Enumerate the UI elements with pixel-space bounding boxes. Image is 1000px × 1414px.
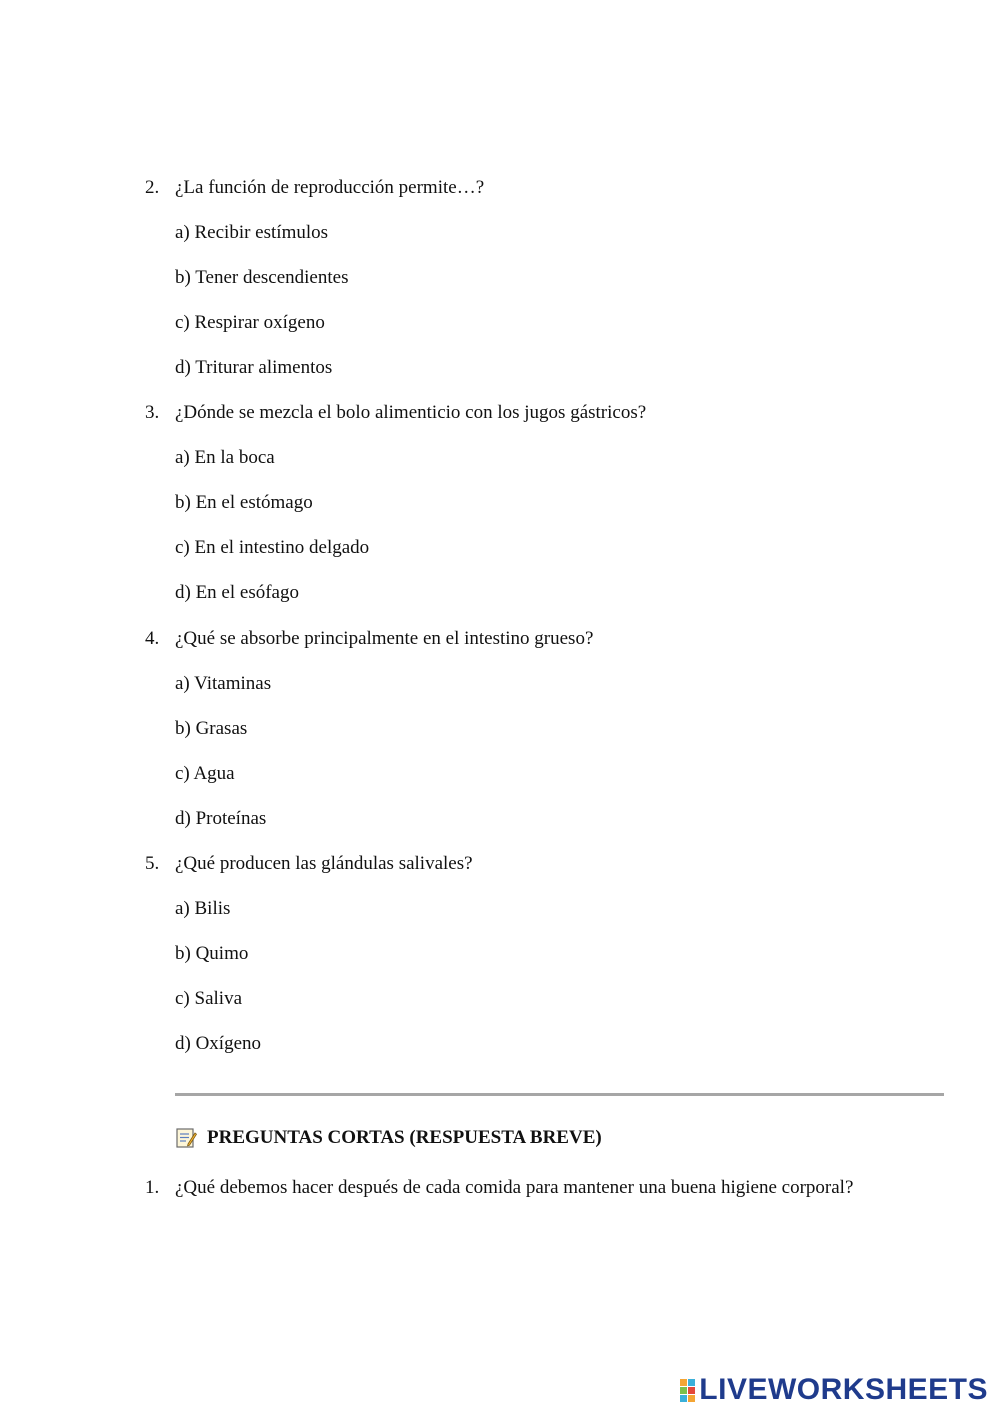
answer-option[interactable]: b) Tener descendientes: [175, 267, 349, 288]
section-divider: [175, 1093, 944, 1096]
answer-option[interactable]: a) En la boca: [175, 447, 275, 468]
answer-option[interactable]: d) Proteínas: [175, 808, 267, 829]
answer-option[interactable]: d) En el esófago: [175, 582, 299, 603]
logo-text: LIVEWORKSHEETS: [699, 1373, 988, 1406]
question-text: ¿Qué se absorbe principalmente en el intestino grueso?: [175, 628, 594, 649]
memo-icon: [175, 1127, 197, 1149]
answer-option[interactable]: b) Grasas: [175, 718, 248, 739]
answer-option[interactable]: c) Saliva: [175, 988, 243, 1009]
question-text: ¿Qué producen las glándulas salivales?: [175, 853, 473, 874]
answer-option[interactable]: d) Triturar alimentos: [175, 357, 333, 378]
answer-option[interactable]: c) En el intestino delgado: [175, 537, 370, 558]
answer-option[interactable]: b) En el estómago: [175, 492, 313, 513]
answer-option[interactable]: b) Quimo: [175, 943, 249, 964]
section-header: [175, 1125, 602, 1151]
question-text: ¿La función de reproducción permite…?: [175, 177, 485, 198]
answer-option[interactable]: a) Bilis: [175, 898, 231, 919]
question-number: 1.: [145, 1177, 160, 1198]
liveworksheets-logo[interactable]: [680, 1374, 988, 1406]
question-text: ¿Dónde se mezcla el bolo alimenticio con los jugos gástricos?: [175, 402, 647, 423]
question-number: 4.: [145, 628, 160, 649]
answer-option[interactable]: a) Recibir estímulos: [175, 222, 329, 243]
answer-option[interactable]: d) Oxígeno: [175, 1033, 262, 1054]
question-number: 2.: [145, 177, 160, 198]
answer-option[interactable]: c) Agua: [175, 763, 235, 784]
answer-option[interactable]: c) Respirar oxígeno: [175, 312, 325, 333]
question-text: ¿Qué debemos hacer después de cada comida para mantener una buena higiene corporal?: [175, 1177, 854, 1198]
answer-option[interactable]: a) Vitaminas: [175, 673, 272, 694]
question-number: 3.: [145, 402, 160, 423]
question-number: 5.: [145, 853, 160, 874]
section-title: PREGUNTAS CORTAS (RESPUESTA BREVE): [207, 1127, 602, 1148]
logo-blocks-icon: [680, 1379, 695, 1402]
